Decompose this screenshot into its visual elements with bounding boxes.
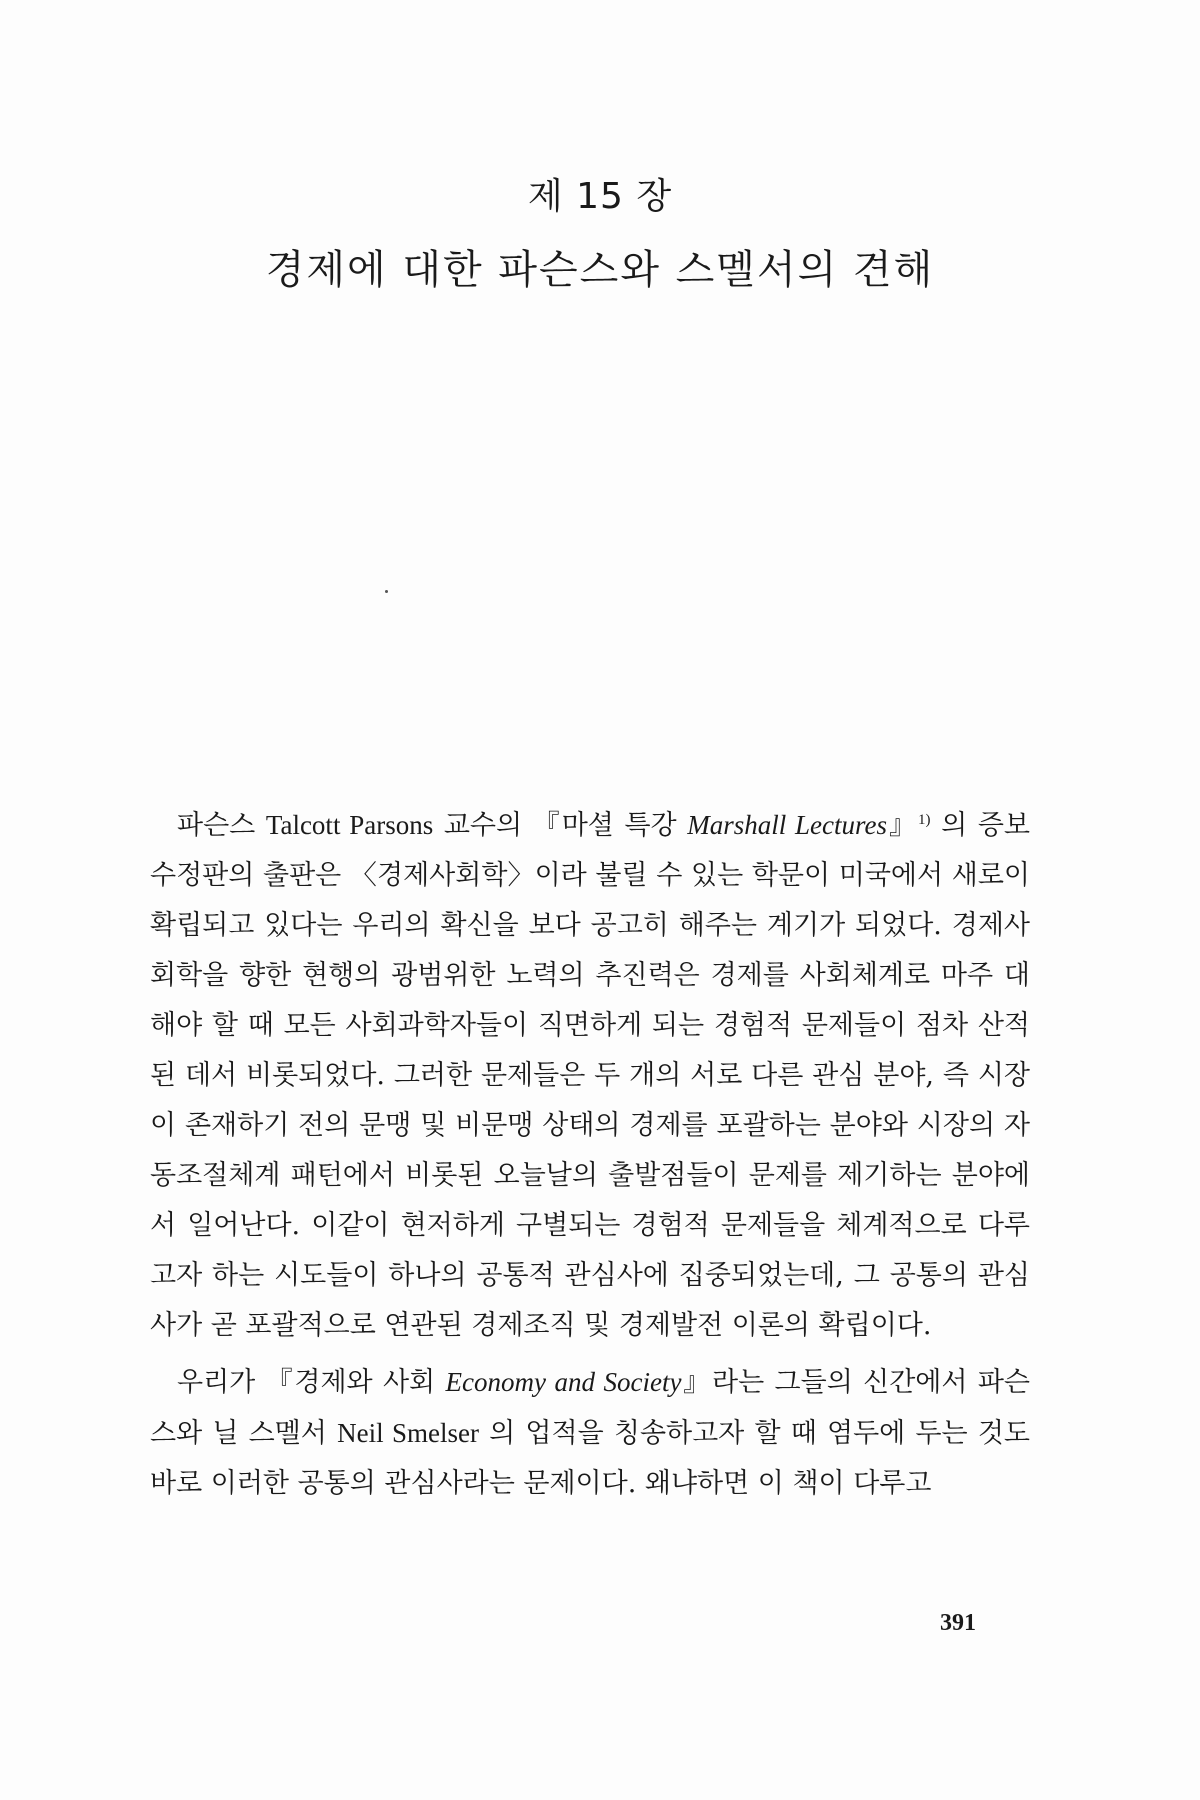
paragraph-1 xyxy=(150,800,1030,1351)
p2-italic-title: Economy and Society xyxy=(445,1367,682,1397)
page-number: 391 xyxy=(940,1610,976,1636)
p2-text-b: 』라는 그들의 신간에서 파슨스와 닐 스멜서 xyxy=(150,1367,1030,1449)
p1-text-c: 』 xyxy=(887,810,919,841)
print-speck xyxy=(385,590,388,593)
body-text xyxy=(150,800,1030,1509)
footnote-marker[interactable]: 1) xyxy=(918,812,931,828)
p1-text-d: 의 증보 수정판의 출판은 〈경제사회학〉이라 불릴 수 있는 학문이 미국에서 새로이 확립되고 있다는 우리의 확신을 보다 공고히 해주는 계기가 되었다. 경제사회학을 향한 현행의 광범위한 노력의 추진력은 경제를 사회체계로 마주 대해야 할 때 모든 사회과학자들이 직면하게 되는 경험적 문제들이 점차 산적된 데서 비롯되었다. 그러한 문제들은 두 개의 서로 다른 관심 분야, 즉 시장이 존재하기 전의 문맹 및 비문맹 상태의 경제를 포괄하는 분야와 시장의 자동조절체계 패턴에서 비롯된 오늘날의 출발점들이 문제를 제기하는 분야에서 일어난다. 이같이 현저하게 구별되는 경험적 문제들을 체계적으로 다루고자 하는 시도들이 하나의 공통적 관심사에 집중되었는데, 그 공통의 관심사가 곧 포괄적으로 연관된 경제조직 및 경제발전 이론의 확립이다. xyxy=(150,810,1030,1341)
p2-latin-name: Neil Smelser xyxy=(337,1418,479,1448)
p1-italic-title: Marshall Lectures xyxy=(687,810,887,840)
p1-text-b: 교수의 『마셜 특강 xyxy=(433,810,688,841)
p2-text-c: 의 업적을 칭송하고자 할 때 염두에 두는 것도 바로 이러한 공통의 관심사라는 문제이다. 왜냐하면 이 책이 다루고 xyxy=(150,1418,1030,1499)
paragraph-2 xyxy=(150,1357,1030,1509)
chapter-label: 제 15 장 xyxy=(527,176,673,217)
chapter-title: 경제에 대한 파슨스와 스멜서의 견해 xyxy=(265,247,935,293)
p1-text-a: 파슨스 xyxy=(177,810,266,841)
p1-latin-name: Talcott Parsons xyxy=(265,810,434,840)
p2-text-a: 우리가 『경제와 사회 xyxy=(177,1367,446,1398)
